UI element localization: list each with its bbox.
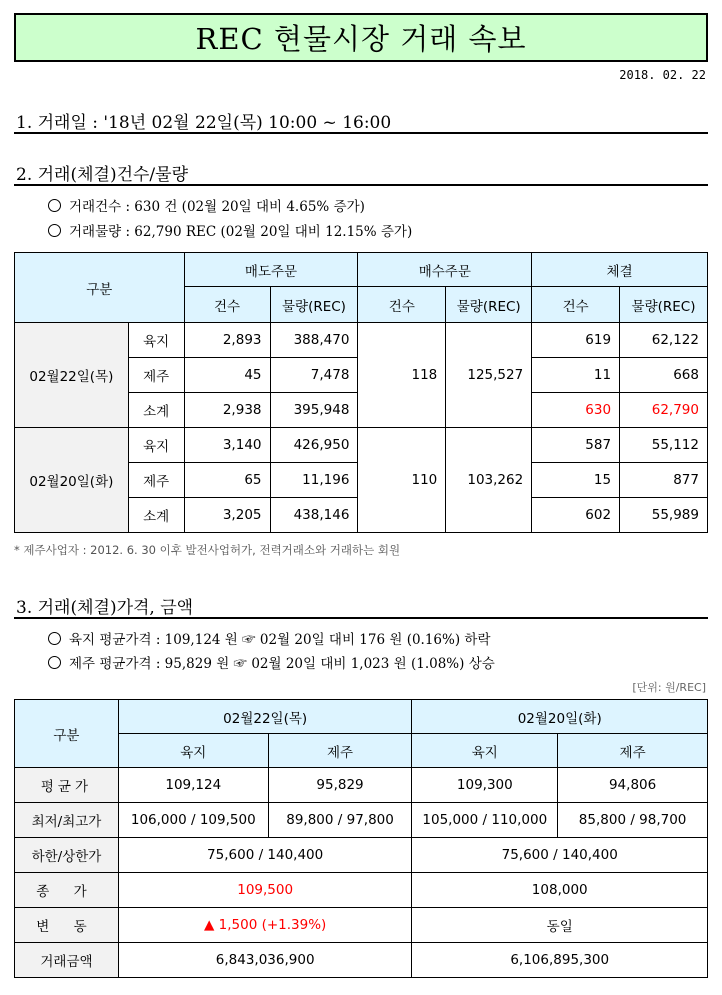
sell-count: 2,938 — [184, 393, 270, 428]
date1-header: 02월22일(목) — [118, 700, 412, 734]
gubun-header: 구분 — [15, 253, 185, 323]
table-row — [15, 428, 708, 463]
table-row — [15, 943, 708, 978]
bullet-land-price: 육지 평균가격 : 109,124 원 ☞ 02월 20일 대비 176 원 (0.16%) 하락 — [48, 628, 491, 648]
row-label: 변 동 — [15, 908, 119, 943]
deal-count: 15 — [532, 463, 620, 498]
section3-title: 3. 거래(체결)가격, 금액 — [16, 598, 194, 618]
jeju-header: 제주 — [268, 734, 412, 768]
sell-count: 45 — [184, 358, 270, 393]
section2-rule — [14, 184, 708, 186]
volume-table — [14, 252, 708, 533]
cell-value: 6,843,036,900 — [118, 943, 412, 978]
buy-qty-header: 물량(REC) — [446, 287, 532, 323]
cell-value: 105,000 / 110,000 — [412, 803, 558, 838]
row-label: 최저/최고가 — [15, 803, 119, 838]
row-type: 육지 — [128, 428, 184, 463]
deal-count-header: 건수 — [532, 287, 620, 323]
buy-count: 110 — [358, 428, 446, 533]
cell-value: 109,300 — [412, 768, 558, 803]
table-row — [15, 323, 708, 358]
cell-value: ▲ 1,500 (+1.39%) — [118, 908, 412, 943]
circle-bullet-icon — [48, 632, 61, 645]
row-label: 종 가 — [15, 873, 119, 908]
section1-title: 1. 거래일 : '18년 02월 22일(목) 10:00 ~ 16:00 — [16, 113, 392, 133]
page-title: REC 현물시장 거래 속보 — [14, 13, 708, 62]
row-label: 평균가 — [15, 768, 119, 803]
circle-bullet-icon — [48, 224, 61, 237]
cell-value: 94,806 — [558, 768, 708, 803]
unit-label: [단위: 원/REC] — [632, 681, 706, 694]
price-table — [14, 699, 708, 978]
cell-value: 6,106,895,300 — [412, 943, 708, 978]
deal-qty: 55,112 — [620, 428, 708, 463]
deal-qty: 55,989 — [620, 498, 708, 533]
sell-count: 3,205 — [184, 498, 270, 533]
cell-value: 89,800 / 97,800 — [268, 803, 412, 838]
land-header: 육지 — [118, 734, 268, 768]
buy-order-header: 매수주문 — [358, 253, 532, 287]
table-row — [15, 908, 708, 943]
sell-qty-header: 물량(REC) — [270, 287, 358, 323]
cell-value: 75,600 / 140,400 — [118, 838, 412, 873]
deal-count-total: 630 — [532, 393, 620, 428]
sell-qty: 395,948 — [270, 393, 358, 428]
circle-bullet-icon — [48, 656, 61, 669]
buy-qty: 125,527 — [446, 323, 532, 428]
section1-rule — [14, 132, 708, 134]
table-row — [15, 838, 708, 873]
cell-value: 106,000 / 109,500 — [118, 803, 268, 838]
sell-qty: 7,478 — [270, 358, 358, 393]
report-date: 2018. 02. 22 — [619, 68, 706, 82]
deal-count: 602 — [532, 498, 620, 533]
table-row — [15, 873, 708, 908]
sell-qty: 11,196 — [270, 463, 358, 498]
deal-qty: 62,122 — [620, 323, 708, 358]
cell-value: 109,124 — [118, 768, 268, 803]
cell-value: 75,600 / 140,400 — [412, 838, 708, 873]
buy-count-header: 건수 — [358, 287, 446, 323]
circle-bullet-icon — [48, 199, 61, 212]
cell-value: 동일 — [412, 908, 708, 943]
table-row — [15, 803, 708, 838]
deal-count: 11 — [532, 358, 620, 393]
row-type: 제주 — [128, 463, 184, 498]
cell-value: 108,000 — [412, 873, 708, 908]
cell-value: 95,829 — [268, 768, 412, 803]
date-group-label: 02월22일(목) — [15, 323, 129, 428]
deal-count: 619 — [532, 323, 620, 358]
bullet-deal-count: 거래건수 : 630 건 (02월 20일 대비 4.65% 증가) — [48, 195, 365, 215]
sell-qty: 438,146 — [270, 498, 358, 533]
row-type: 제주 — [128, 358, 184, 393]
row-label: 거래금액 — [15, 943, 119, 978]
sell-qty: 426,950 — [270, 428, 358, 463]
row-type: 소계 — [128, 498, 184, 533]
jeju-header: 제주 — [558, 734, 708, 768]
row-type: 육지 — [128, 323, 184, 358]
cell-value: 85,800 / 98,700 — [558, 803, 708, 838]
date-group-label: 02월20일(화) — [15, 428, 129, 533]
buy-count: 118 — [358, 323, 446, 428]
land-header: 육지 — [412, 734, 558, 768]
table-row — [15, 768, 708, 803]
row-type: 소계 — [128, 393, 184, 428]
buy-qty: 103,262 — [446, 428, 532, 533]
sell-count: 65 — [184, 463, 270, 498]
deal-qty: 668 — [620, 358, 708, 393]
date2-header: 02월20일(화) — [412, 700, 708, 734]
cell-value: 109,500 — [118, 873, 412, 908]
sell-count: 2,893 — [184, 323, 270, 358]
bullet-jeju-price: 제주 평균가격 : 95,829 원 ☞ 02월 20일 대비 1,023 원 (1.08%) 상승 — [48, 652, 495, 672]
deal-qty-total: 62,790 — [620, 393, 708, 428]
sell-qty: 388,470 — [270, 323, 358, 358]
sell-count: 3,140 — [184, 428, 270, 463]
bullet-deal-volume: 거래물량 : 62,790 REC (02월 20일 대비 12.15% 증가) — [48, 220, 412, 240]
deal-header: 체결 — [532, 253, 708, 287]
deal-qty-header: 물량(REC) — [620, 287, 708, 323]
section3-rule — [14, 617, 708, 619]
footnote: * 제주사업자 : 2012. 6. 30 이후 발전사업허가, 전력거래소와 거래하는 회원 — [14, 543, 401, 557]
gubun-header: 구분 — [15, 700, 119, 768]
row-label: 하한/상한가 — [15, 838, 119, 873]
section2-title: 2. 거래(체결)건수/물량 — [16, 165, 188, 185]
deal-count: 587 — [532, 428, 620, 463]
sell-count-header: 건수 — [184, 287, 270, 323]
sell-order-header: 매도주문 — [184, 253, 358, 287]
deal-qty: 877 — [620, 463, 708, 498]
